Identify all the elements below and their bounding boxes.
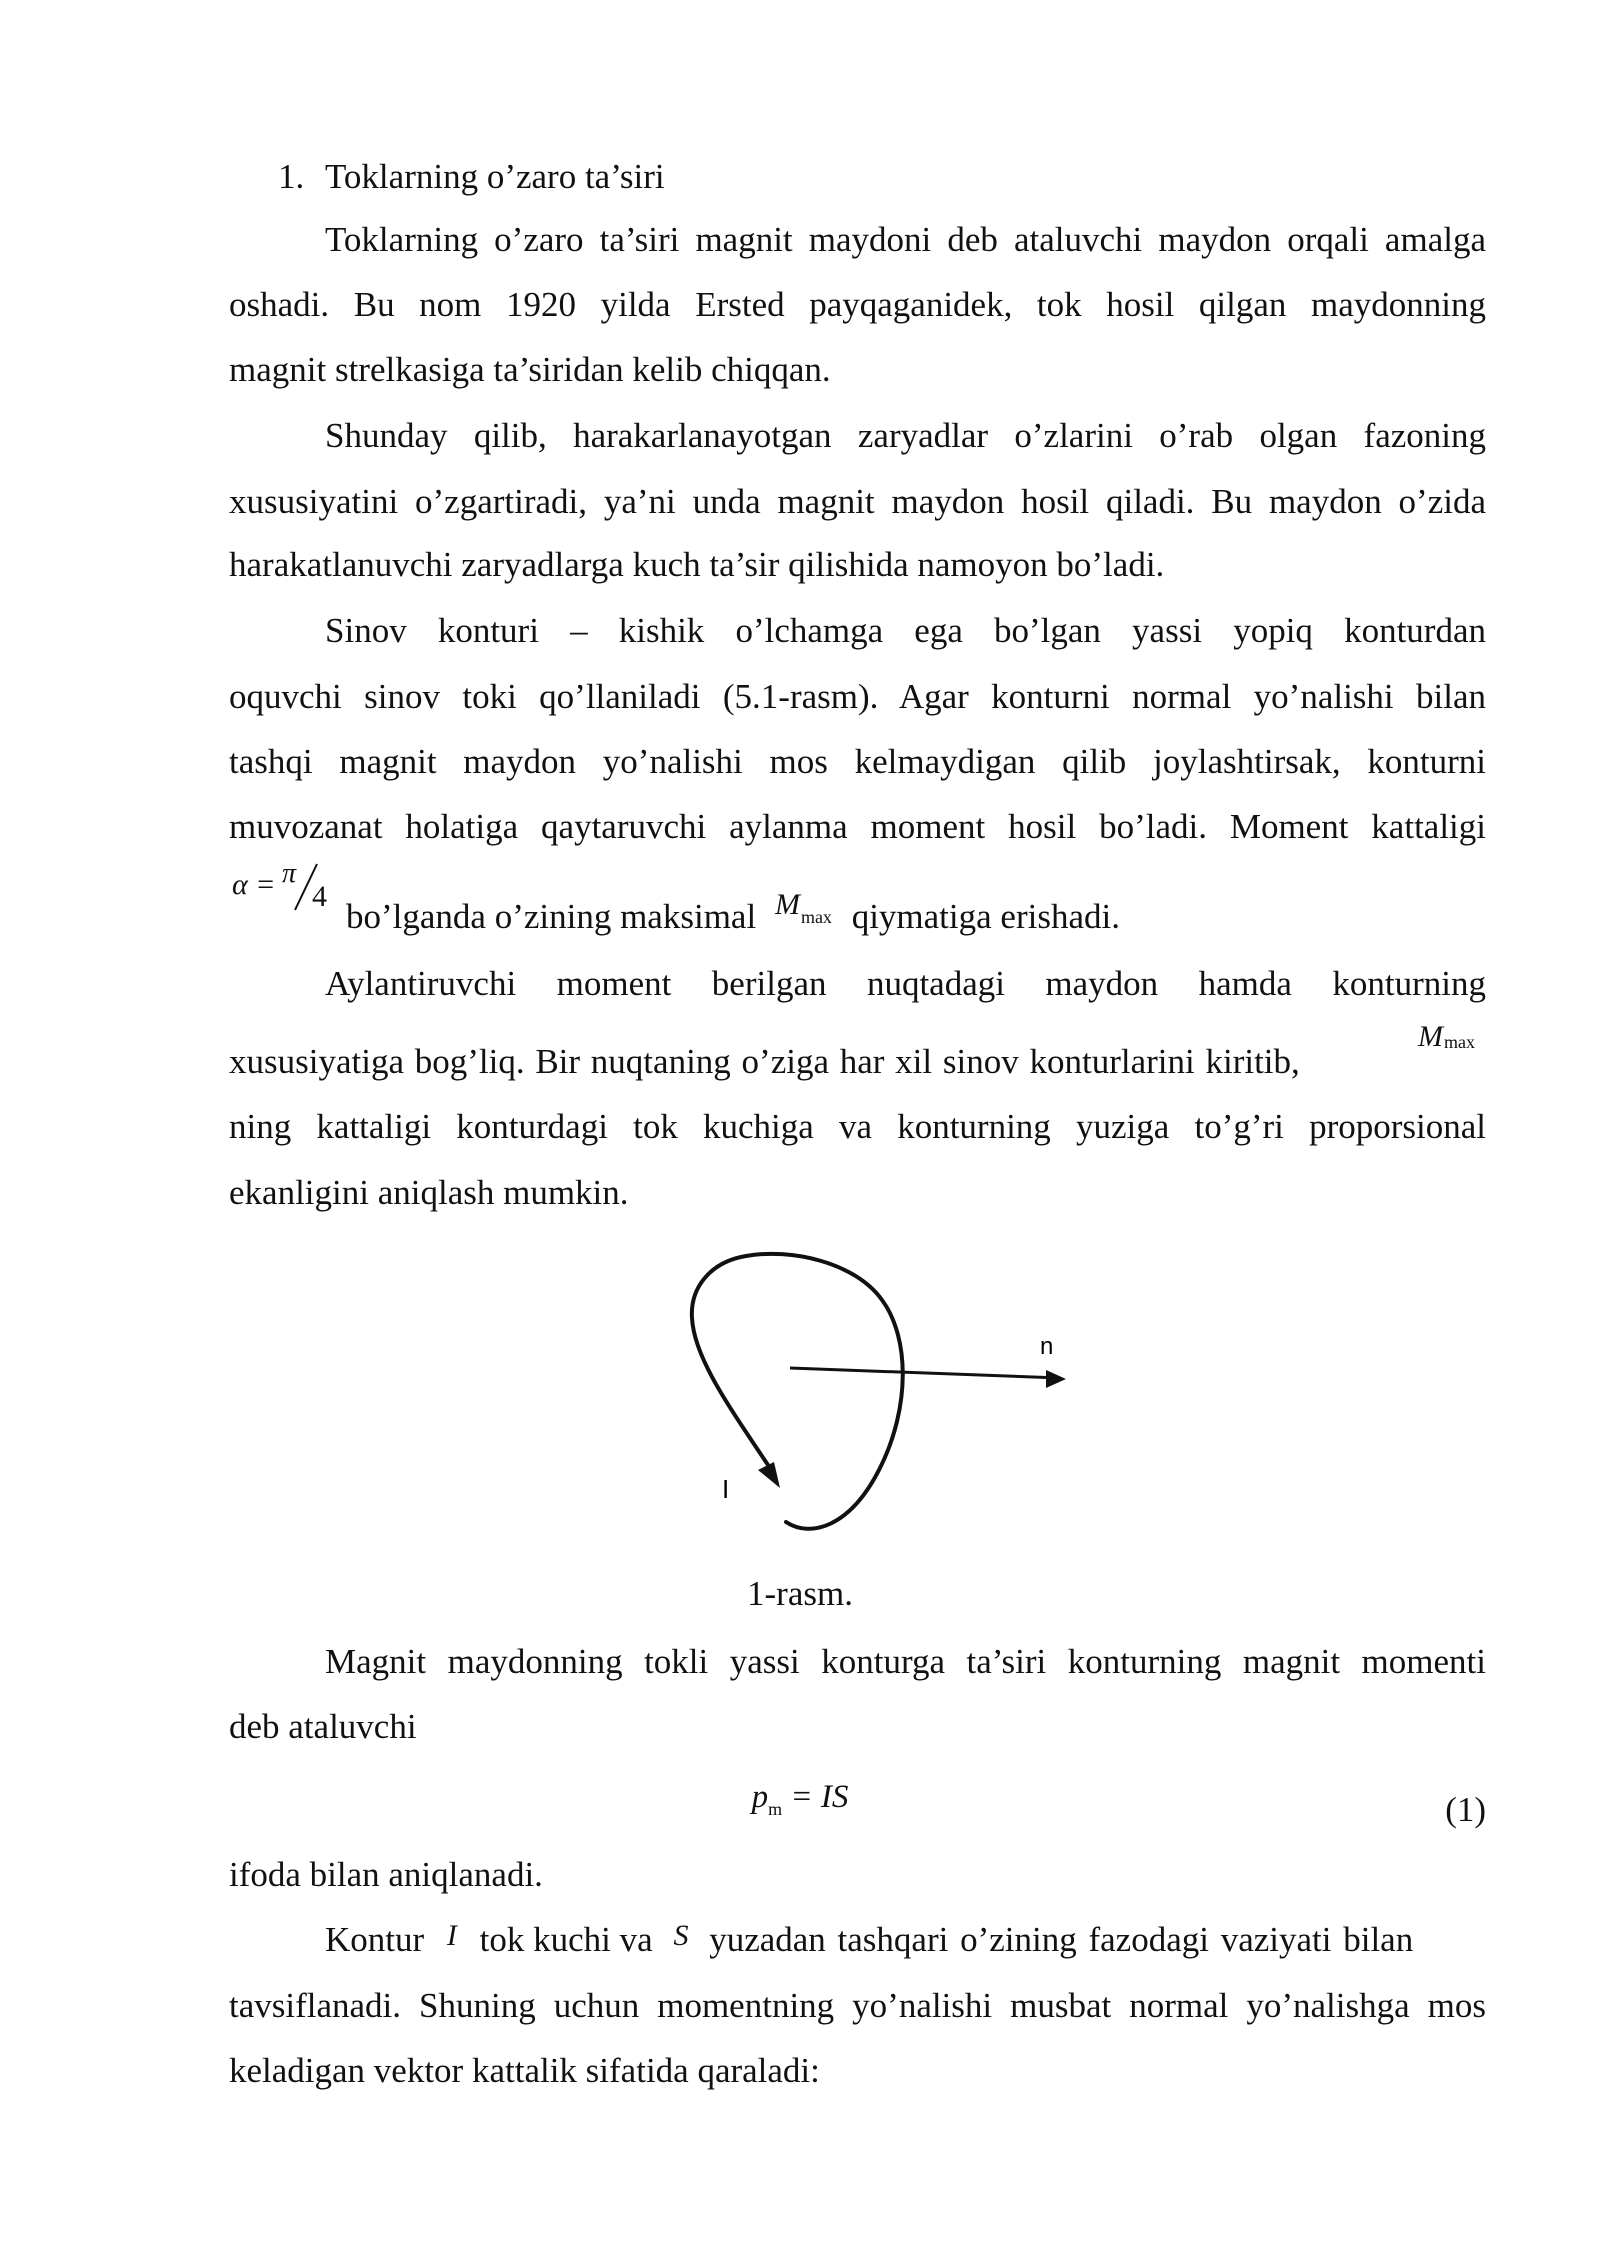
- mmax-sub: max: [800, 907, 832, 927]
- pi-numerator: π: [282, 858, 297, 889]
- para7-line3: keladigan vektor kattalik sifatida qaraladi:: [229, 2051, 820, 2090]
- para5-line2: deb ataluvchi: [229, 1707, 417, 1746]
- para5-line1: Magnit maydonning tokli yassi konturga ta’siri konturning magnit momenti: [325, 1642, 1486, 1681]
- normal-vector-line: [790, 1368, 1060, 1378]
- para2-line1: Shunday qilib, harakarlanayotgan zaryadlar o’zlarini o’rab olgan fazoning: [325, 416, 1486, 455]
- para7-symbol-S: S: [673, 1919, 689, 1952]
- para6-line1: ifoda bilan aniqlanadi.: [229, 1855, 543, 1894]
- para3-line3: tashqi magnit maydon yo’nalishi mos kelmaydigan qilib joylashtirsak, konturni: [229, 742, 1486, 781]
- para7-line2: tavsiflanadi. Shuning uchun momentning yo’nalishi musbat normal yo’nalishga mos: [229, 1986, 1486, 2025]
- para3-line5-text-b: qiymatiga erishadi.: [851, 897, 1120, 936]
- para3-line2: oquvchi sinov toki qo’llaniladi (5.1-rasm). Agar konturni normal yo’nalishi bilan: [229, 677, 1486, 716]
- para4-line2-text: xususiyatiga bog’liq. Bir nuqtaning o’ziga har xil sinov konturlarini kiritib,: [229, 1042, 1300, 1081]
- para1-line3: magnit strelkasiga ta’siridan kelib chiqqan.: [229, 350, 831, 389]
- para3-line4: muvozanat holatiga qaytaruvchi aylanma moment hosil bo’ladi. Moment kattaligi: [229, 807, 1486, 846]
- para1-line2: oshadi. Bu nom 1920 yilda Ersted payqaganidek, tok hosil qilgan maydonning: [229, 285, 1486, 324]
- mmax-inline: [765, 888, 843, 939]
- equation-rhs: = IS: [782, 1779, 849, 1815]
- section-heading: [278, 155, 1078, 199]
- current-label: I: [722, 1474, 730, 1504]
- para4-line1: Aylantiruvchi moment berilgan nuqtadagi maydon hamda konturning: [325, 964, 1486, 1003]
- para7-text-a: Kontur: [325, 1920, 425, 1959]
- para3-line5: [346, 888, 1246, 939]
- para7-line1: [325, 1918, 1486, 1964]
- para4-line2: [229, 1040, 1409, 1084]
- normal-label: n: [1040, 1333, 1054, 1360]
- para7-text-b: tok kuchi va: [479, 1920, 653, 1959]
- figure-caption: 1-rasm.: [747, 1574, 853, 1613]
- section-number: 1.: [278, 157, 305, 196]
- para2-line3: harakatlanuvchi zaryadlarga kuch ta’sir qilishida namoyon bo’ladi.: [229, 545, 1165, 584]
- contour-figure: [650, 1248, 1054, 1548]
- mmax2-sub: max: [1444, 1032, 1475, 1052]
- mmax2-m: M: [1418, 1020, 1443, 1053]
- equation-1: [0, 1775, 1600, 1823]
- equation-p: p: [751, 1779, 769, 1815]
- para3-line1: Sinov konturi – kishik o’lchamga ega bo’lgan yassi yopiq konturdan: [325, 611, 1486, 650]
- mmax-inline-2: [1418, 1020, 1498, 1064]
- para7-symbol-I: I: [446, 1919, 457, 1952]
- equation-p-sub: m: [768, 1799, 783, 1819]
- para2-line2: xususiyatini o’zgartiradi, ya’ni unda magnit maydon hosil qiladi. Bu maydon o’zida: [229, 482, 1486, 521]
- current-arrowhead: [758, 1462, 780, 1488]
- section-title: Toklarning o’zaro ta’siri: [325, 157, 665, 196]
- alpha-lhs: α =: [232, 868, 276, 901]
- para4-line4: ekanligini aniqlash mumkin.: [229, 1173, 629, 1212]
- para4-line3: ning kattaligi konturdagi tok kuchiga va konturning yuziga to’g’ri proporsional: [229, 1107, 1486, 1146]
- mmax-m: M: [774, 888, 800, 921]
- normal-vector-arrowhead: [1046, 1370, 1066, 1388]
- alpha-formula: [232, 860, 342, 920]
- para1-line1: Toklarning o’zaro ta’siri magnit maydoni deb ataluvchi maydon orqali amalga: [325, 220, 1486, 259]
- para3-line5-text-a: bo’lganda o’zining maksimal: [346, 897, 757, 936]
- equation-number: (1): [1445, 1790, 1486, 1829]
- four-denominator: 4: [312, 880, 327, 913]
- para7-text-c: yuzadan tashqari o’zining fazodagi vaziyati bilan: [709, 1920, 1414, 1959]
